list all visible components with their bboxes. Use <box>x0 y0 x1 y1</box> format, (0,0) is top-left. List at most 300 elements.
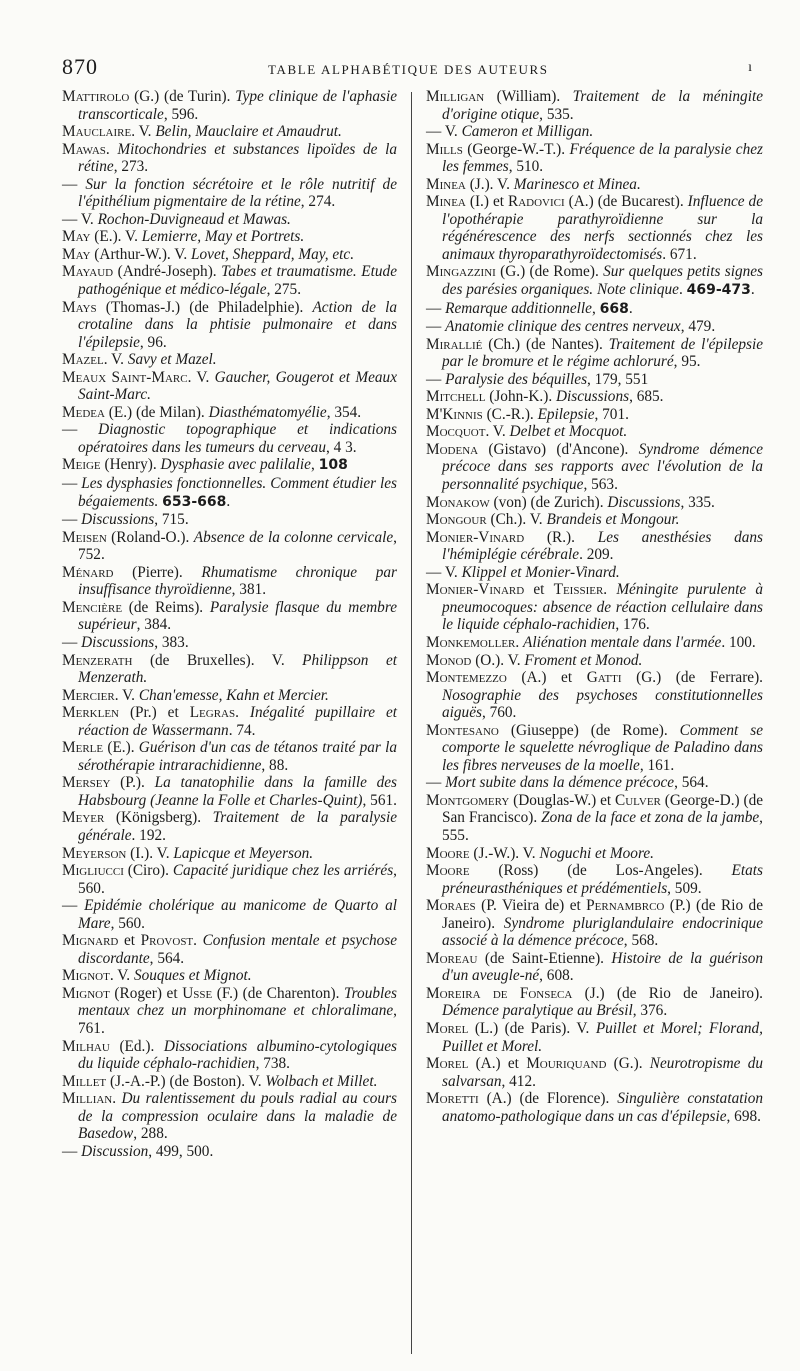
entry-text: (Gistavo) (d'Ancone). <box>478 440 639 458</box>
index-entry <box>426 494 763 512</box>
entry-text: (Roger) et <box>109 984 183 1002</box>
article-title: Traitement de la paralysie générale <box>78 809 397 844</box>
index-entry <box>426 300 763 319</box>
entry-text: (F.) (de Charenton). <box>212 984 344 1002</box>
article-title: Dysphasie avec palilalie <box>160 456 311 474</box>
index-entry <box>62 123 397 141</box>
article-title: Puillet et Morel; Florand, Puillet et Morel. <box>442 1019 763 1055</box>
article-title: Singulière constatation anatomo-pathologique dans un cas d'épilepsie <box>442 1090 764 1125</box>
entry-text: (E.) (de Milan). <box>104 403 209 421</box>
index-entry <box>426 634 763 652</box>
author-name: Montemezzo <box>426 669 507 687</box>
index-entry <box>426 950 763 985</box>
article-title: Capacité juridique chez les arriérés <box>172 862 394 880</box>
entry-text: , 685. <box>629 388 664 406</box>
article-title: Froment et Monod. <box>524 651 643 669</box>
entry-text: — <box>62 475 82 493</box>
author-name: Mayaud <box>62 263 114 281</box>
page-ref-bold: 469-473 <box>686 282 751 299</box>
index-entry <box>62 652 397 687</box>
article-title: Nosographie des psychoses constitutionnelles aiguës <box>442 686 763 722</box>
article-title: Philippson et Menzerath. <box>78 651 398 687</box>
entry-text: — V. <box>426 563 462 581</box>
entry-text: . V. <box>114 686 139 704</box>
index-entry <box>426 792 763 845</box>
index-entry <box>62 228 397 246</box>
author-name: Milligan <box>426 88 485 105</box>
entry-text: (Ciro). <box>123 862 173 880</box>
article-title: Noguchi et Moore. <box>539 844 654 862</box>
index-entry <box>62 141 397 176</box>
index-entry <box>62 511 397 529</box>
entry-text: (P.). <box>110 774 155 792</box>
entry-text: (Douglas-W.) et <box>509 791 616 809</box>
author-name: Monkemoller <box>426 633 516 651</box>
article-title: Lapicque et Meyerson. <box>173 844 314 862</box>
entry-text: et <box>524 581 554 599</box>
article-title: Gaucher, Gougerot et Meaux Saint-Marc. <box>78 368 397 404</box>
entry-text: , 509. <box>667 879 702 897</box>
article-title: La tanatophilie dans la famille des Habsbourg (Jeanne la Folle et Charles-Quint) <box>78 774 397 809</box>
left-column <box>62 88 397 1160</box>
index-entry <box>426 722 763 775</box>
author-name: Mercier <box>62 686 115 704</box>
author-name: May <box>62 245 91 263</box>
article-title: Savy et Mazel. <box>127 351 217 369</box>
entry-text: (O.). V. <box>471 651 525 669</box>
entry-text: (J.) (de Rio de Janeiro). <box>572 984 764 1002</box>
article-title: Brandeis et Mongour. <box>546 511 680 529</box>
index-entry <box>426 652 763 670</box>
article-title: Epidémie cholérique au manicome de Quarto al Mare <box>78 897 398 932</box>
entry-text: (Ed.). <box>109 1037 164 1055</box>
entry-text: , 560. <box>110 914 145 932</box>
author-name: Legras <box>189 704 236 722</box>
entry-text: (A.) et <box>506 669 587 687</box>
article-title: Wolbach et Millet. <box>265 1072 378 1090</box>
entry-text: et <box>118 932 141 950</box>
page-ref-bold: 653-668 <box>162 493 227 510</box>
entry-text: (L.) (de Paris). V. <box>468 1019 596 1037</box>
index-entry <box>426 441 763 494</box>
entry-text: (Henry). <box>100 456 161 474</box>
entry-text: (Pr.) et <box>118 704 190 722</box>
index-entry <box>62 176 397 211</box>
article-title: Confusion mentale et psychose discordante <box>78 932 397 967</box>
entry-text: . <box>750 281 755 299</box>
index-entry <box>62 634 397 652</box>
author-name: Moreau <box>426 949 478 967</box>
index-entry <box>426 123 763 141</box>
entry-text: (Giuseppe) (de Rome). <box>498 721 680 739</box>
entry-text: , 738. <box>255 1055 290 1073</box>
entry-text: . 74. <box>228 721 256 739</box>
entry-text: (Thomas-J.) (de Philadelphie). <box>96 298 313 316</box>
entry-text: , 499, 500. <box>148 1142 214 1160</box>
article-title: Chan'emesse, Kahn et Mercier. <box>138 686 329 704</box>
index-entry <box>62 967 397 985</box>
entry-text: . 209. <box>579 546 614 564</box>
article-title: Dissociations albumino-cytologiques du liquide céphalo-rachidien <box>78 1037 397 1073</box>
article-title: Absence de la colonne cervicale <box>193 528 394 546</box>
entry-text: , 95. <box>673 353 701 371</box>
author-name: May <box>62 228 91 246</box>
article-title: Fréquence de la paralysie chez les femmes <box>442 140 763 176</box>
entry-text: . <box>235 704 250 722</box>
entry-text: (A.) (de Bucarest). <box>564 193 688 211</box>
index-entry <box>426 388 763 406</box>
entry-text: (Ross) (de Los-Angeles). <box>469 862 732 880</box>
entry-text: — <box>426 318 446 336</box>
article-title: Discussions <box>81 511 155 529</box>
entry-text: (G.) (de Turin). <box>129 88 236 105</box>
author-name: Montgomery <box>426 791 510 809</box>
entry-text: , 412. <box>501 1072 536 1090</box>
article-title: Mort subite dans la démence précoce <box>445 774 675 792</box>
index-entry <box>426 336 763 371</box>
index-entry <box>426 176 763 194</box>
entry-text: (J.). V. <box>465 175 514 193</box>
author-name: Morel <box>426 1019 469 1037</box>
index-entry <box>62 739 397 774</box>
index-entry <box>62 88 397 123</box>
author-name: Minea <box>426 175 466 193</box>
index-entry <box>62 599 397 634</box>
entry-text: . <box>193 932 203 950</box>
index-entry <box>426 897 763 950</box>
article-title: Tabes et traumatisme. Etude pathogénique et médico-légale <box>78 263 397 299</box>
index-entry <box>426 263 763 299</box>
author-name: Radovici <box>508 193 565 211</box>
index-entry <box>62 1143 397 1161</box>
index-entry <box>426 529 763 564</box>
article-title: Influence de l'opothérapie parathyroïdienne sur la régénérescence des nerfs sectionnés chez les animaux thyroparathyroïdectomisés <box>442 193 763 263</box>
article-title: Rhumatisme chronique par insuffisance thyroïdienne <box>78 563 398 599</box>
entry-text: — <box>62 633 82 651</box>
index-entry <box>426 318 763 336</box>
entry-text: , 715. <box>154 511 189 529</box>
entry-text: , 555. <box>442 809 763 844</box>
author-name: Mignard <box>62 932 119 950</box>
author-name: M'Kinnis <box>426 405 483 423</box>
entry-text: , 761. <box>78 1002 397 1037</box>
index-entry <box>426 985 763 1020</box>
article-title: Les dysphasies fonctionnelles. Comment étudier les bégaiements. <box>78 475 397 510</box>
index-entry <box>426 406 763 424</box>
entry-text: (P.) (de Rio de Janeiro). <box>442 897 763 932</box>
index-entry <box>62 704 397 739</box>
entry-text: — <box>426 299 446 317</box>
author-name: Mingazzini <box>426 263 496 281</box>
entry-text: (de Reims). <box>122 598 210 616</box>
entry-text: , 510. <box>508 158 544 176</box>
entry-text: (I.) et <box>465 193 508 211</box>
entry-text: . V. <box>485 423 510 441</box>
index-entry <box>426 371 763 389</box>
entry-text: — <box>426 370 446 388</box>
author-name: Mirallié <box>426 335 483 353</box>
entry-text: (Pierre). <box>113 563 202 581</box>
index-entry <box>62 845 397 863</box>
author-name: Mawas <box>62 140 106 158</box>
article-title: Du ralentissement du pouls radial au cours de la compression oculaire dans la maladie de Basedow <box>78 1090 397 1143</box>
entry-text: , 564. <box>674 774 709 792</box>
entry-text: , 176. <box>615 616 650 634</box>
entry-text: , 701. <box>594 405 629 423</box>
article-title: Mitochondries et substances lipoïdes de la rétine <box>78 140 397 176</box>
index-entry <box>62 862 397 897</box>
index-entry <box>426 141 763 176</box>
index-entry <box>426 88 763 123</box>
article-title: Klippel et Monier-Vinard. <box>461 563 620 581</box>
article-title: Démence paralytique au Brésil <box>442 1002 633 1020</box>
entry-text: , <box>310 456 319 474</box>
article-title: Traitement de la méningite d'origine otique <box>442 88 763 123</box>
author-name: Mays <box>62 298 97 316</box>
entry-text: , 760. <box>481 704 517 722</box>
entry-text: , 273. <box>113 158 149 176</box>
entry-text: , 479. <box>680 318 716 336</box>
article-title: Diasthématomyélie <box>208 403 327 421</box>
author-name: Meaux Saint-Marc <box>62 368 188 386</box>
entry-text: (Roland-O.). <box>106 528 194 546</box>
author-name: Mattirolo <box>62 88 130 105</box>
article-title: Paralysie des béquilles <box>445 370 588 388</box>
author-name: Merle <box>62 739 104 757</box>
column-divider <box>411 92 412 1354</box>
entry-text: (A.) et <box>468 1055 527 1073</box>
entry-text: — <box>426 774 446 792</box>
index-entry <box>62 932 397 967</box>
entry-text: . 671. <box>662 245 697 263</box>
author-name: Moreira de Fonseca <box>426 984 573 1002</box>
entry-text: , 535. <box>539 105 574 123</box>
article-title: Action de la crotaline dans la phtisie pulmonaire et dans l'épilepsie <box>78 298 397 351</box>
index-entry <box>62 897 397 932</box>
article-title: Guérison d'un cas de tétanos traité par la sérothérapie intrarachidienne <box>78 739 397 774</box>
page-ref-bold: 108 <box>318 457 348 474</box>
author-name: Gatti <box>586 669 622 687</box>
article-title: Sur quelques petits signes des parésies organiques. Note clinique <box>442 263 763 299</box>
index-entry <box>426 862 763 897</box>
entry-text: , 275. <box>266 281 302 299</box>
entry-text: . 192. <box>131 826 166 844</box>
entry-text: (Königsberg). <box>104 809 213 827</box>
entry-text: , 561. <box>362 791 397 809</box>
article-title: Delbet et Mocquot. <box>509 423 628 441</box>
author-name: Merklen <box>62 704 119 722</box>
index-entry <box>62 985 397 1038</box>
entry-text: , 698. <box>726 1107 761 1125</box>
author-name: Teissier <box>553 581 604 599</box>
author-name: Meyerson <box>62 844 127 862</box>
index-entry <box>62 687 397 705</box>
article-title: Discussions <box>81 633 155 651</box>
author-name: Millian <box>62 1090 113 1108</box>
article-title: Aliénation mentale dans l'armée <box>523 633 722 651</box>
article-title: Epilepsie <box>537 405 595 423</box>
entry-text: , 4 3. <box>325 438 357 456</box>
entry-text: , 274. <box>300 193 336 211</box>
article-title: Lemierre, May et Portrets. <box>141 228 305 246</box>
article-title: Sur la fonction sécrétoire et le rôle nutritif de l'épithélium pigmentaire de la rétine <box>78 175 397 211</box>
index-entry <box>62 404 397 422</box>
entry-text: (William). <box>484 88 573 105</box>
entry-text: (J.-A.-P.) (de Boston). V. <box>106 1072 266 1090</box>
index-entry <box>62 246 397 264</box>
article-title: Troubles mentaux chez un morphinomane et chloralimane <box>78 984 397 1020</box>
entry-text: . V. <box>131 123 156 141</box>
index-entry <box>426 669 763 722</box>
entry-text: (Ch.) (de Nantes). <box>482 335 609 353</box>
index-entry <box>62 456 397 475</box>
entry-text: , 335. <box>680 493 715 511</box>
author-name: Modena <box>426 440 479 458</box>
author-name: Monakow <box>426 493 490 511</box>
article-title: Belin, Mauclaire et Amaudrut. <box>155 123 342 141</box>
index-entry <box>426 564 763 582</box>
page-number: 870 <box>62 54 98 79</box>
author-name: Millet <box>62 1072 107 1090</box>
entry-text: (I.). V. <box>126 844 174 862</box>
index-entry <box>62 1038 397 1073</box>
entry-text: , 568. <box>623 932 659 950</box>
index-entry <box>62 1090 397 1143</box>
entry-text: (P. Vieira de) et <box>475 897 587 915</box>
entry-text: (George-W.-T.). <box>462 140 570 158</box>
article-title: Inégalité pupillaire et réaction de Wassermann <box>78 704 397 739</box>
entry-text: (G.) (de Rome). <box>495 263 604 281</box>
entry-text: . <box>105 140 118 158</box>
article-title: Syndrome pluriglandulaire endocrinique associé à la démence précoce <box>442 914 763 950</box>
entry-text: . <box>112 1090 122 1108</box>
entry-text: , 608. <box>539 967 574 985</box>
author-name: Moore <box>426 844 470 862</box>
author-name: Usse <box>182 984 213 1002</box>
entry-text: (C.-R.). <box>482 405 538 423</box>
entry-text: (de Bruxelles). V. <box>132 651 303 669</box>
entry-text: , 381. <box>231 581 267 599</box>
corner-mark: ı <box>748 60 752 75</box>
index-entry <box>62 263 397 298</box>
article-title: Diagnostic topographique et indications opératoires dans les tumeurs du cerveau <box>78 421 397 456</box>
index-entry <box>426 1020 763 1055</box>
entry-text: (von) (de Zurich). <box>489 493 608 511</box>
article-title: Méningite purulente à pneumocoques: absence de réaction cellulaire dans le liquide céphalo-rachidien <box>442 581 763 634</box>
entry-text: (Ch.). V. <box>486 511 547 529</box>
author-name: Meyer <box>62 809 105 827</box>
entry-text: , 354. <box>326 403 362 421</box>
index-entry <box>426 423 763 441</box>
entry-text: , 564. <box>149 949 185 967</box>
article-title: Type clinique de l'aphasie transcorticale <box>78 88 397 123</box>
article-title: Histoire de la guérison d'un aveugle-né <box>442 949 764 985</box>
entry-text: , 161. <box>639 756 675 774</box>
entry-text: — <box>62 511 82 529</box>
entry-text: (John-K.). <box>485 388 556 406</box>
article-title: Souques et Mignot. <box>133 967 252 985</box>
entry-text: — <box>62 175 86 193</box>
entry-text: (A.) (de Florence). <box>478 1090 618 1108</box>
article-title: Syndrome démence précoce dans ses rapports avec l'évolution de la personnalité psychique <box>442 440 763 494</box>
entry-text: , 96. <box>139 333 167 351</box>
author-name: Mitchell <box>426 388 486 406</box>
right-column <box>426 88 763 1125</box>
index-entry <box>426 1055 763 1090</box>
article-title: Etats préneurasthéniques et prédémentiels <box>442 862 763 897</box>
index-entry <box>426 193 763 263</box>
author-name: Pernambrco <box>586 897 665 915</box>
author-name: Mills <box>426 140 463 158</box>
entry-text: (de Saint-Etienne). <box>477 949 612 967</box>
entry-text: , 563. <box>583 476 618 494</box>
index-entry <box>62 1073 397 1091</box>
entry-text: , 384. <box>136 616 172 634</box>
entry-text: — V. <box>426 123 462 141</box>
entry-text: , 596. <box>163 105 199 123</box>
entry-text: , 376. <box>632 1002 668 1020</box>
article-title: Discussions <box>555 388 630 406</box>
author-name: Meisen <box>62 528 107 546</box>
article-title: Lovet, Sheppard, May, etc. <box>191 245 355 263</box>
index-entry <box>426 511 763 529</box>
author-name: Monier-Vinard <box>426 581 525 599</box>
entry-text: (R.). <box>524 528 598 546</box>
article-title: Comment se comporte le squelette névroglique de Paladino dans les fibres nerveuses de la moelle <box>442 721 764 774</box>
author-name: Montesano <box>426 721 499 739</box>
author-name: Ménard <box>62 563 114 581</box>
author-name: Mauclaire <box>62 123 132 141</box>
author-name: Mersey <box>62 774 111 792</box>
entry-text: . V. <box>109 967 134 985</box>
entry-text: . <box>678 281 687 299</box>
entry-text: (E.). V. <box>90 228 142 246</box>
entry-text: . 100. <box>721 633 756 651</box>
entry-text: . <box>226 492 231 510</box>
entry-text: , 88. <box>261 756 289 774</box>
author-name: Moraes <box>426 897 476 915</box>
index-entry <box>62 529 397 564</box>
article-title: Zona de la face et zona de la jambe <box>541 809 760 827</box>
article-title: Marinesco et Minea. <box>513 175 641 193</box>
index-entry <box>426 774 763 792</box>
page-ref-bold: 668 <box>599 300 629 317</box>
index-entry <box>62 564 397 599</box>
author-name: Mocquot <box>426 423 486 441</box>
entry-text: (G.) (de Ferrare). <box>621 669 763 687</box>
article-title: Cameron et Milligan. <box>461 123 594 141</box>
index-entry <box>62 211 397 229</box>
author-name: Medea <box>62 403 105 421</box>
article-title: Les anesthésies dans l'hémiplégie cérébrale <box>442 528 763 564</box>
index-entry <box>426 581 763 634</box>
author-name: Meige <box>62 456 101 474</box>
author-name: Mignot <box>62 984 110 1002</box>
page-header <box>62 54 752 84</box>
entry-text: (George-D.) (de San Francisco). <box>442 791 764 827</box>
author-name: Monier-Vinard <box>426 528 525 546</box>
entry-text: (Arthur-W.). V. <box>90 245 192 263</box>
index-entry <box>62 475 397 511</box>
entry-text: , 752. <box>78 528 397 564</box>
author-name: Milhau <box>62 1037 110 1055</box>
author-name: Migliucci <box>62 862 124 880</box>
index-entry <box>62 421 397 456</box>
entry-text: — <box>62 897 85 915</box>
author-name: Morel <box>426 1055 469 1073</box>
author-name: Mongour <box>426 511 487 529</box>
article-title: Neurotropisme du salvarsan <box>442 1055 763 1090</box>
